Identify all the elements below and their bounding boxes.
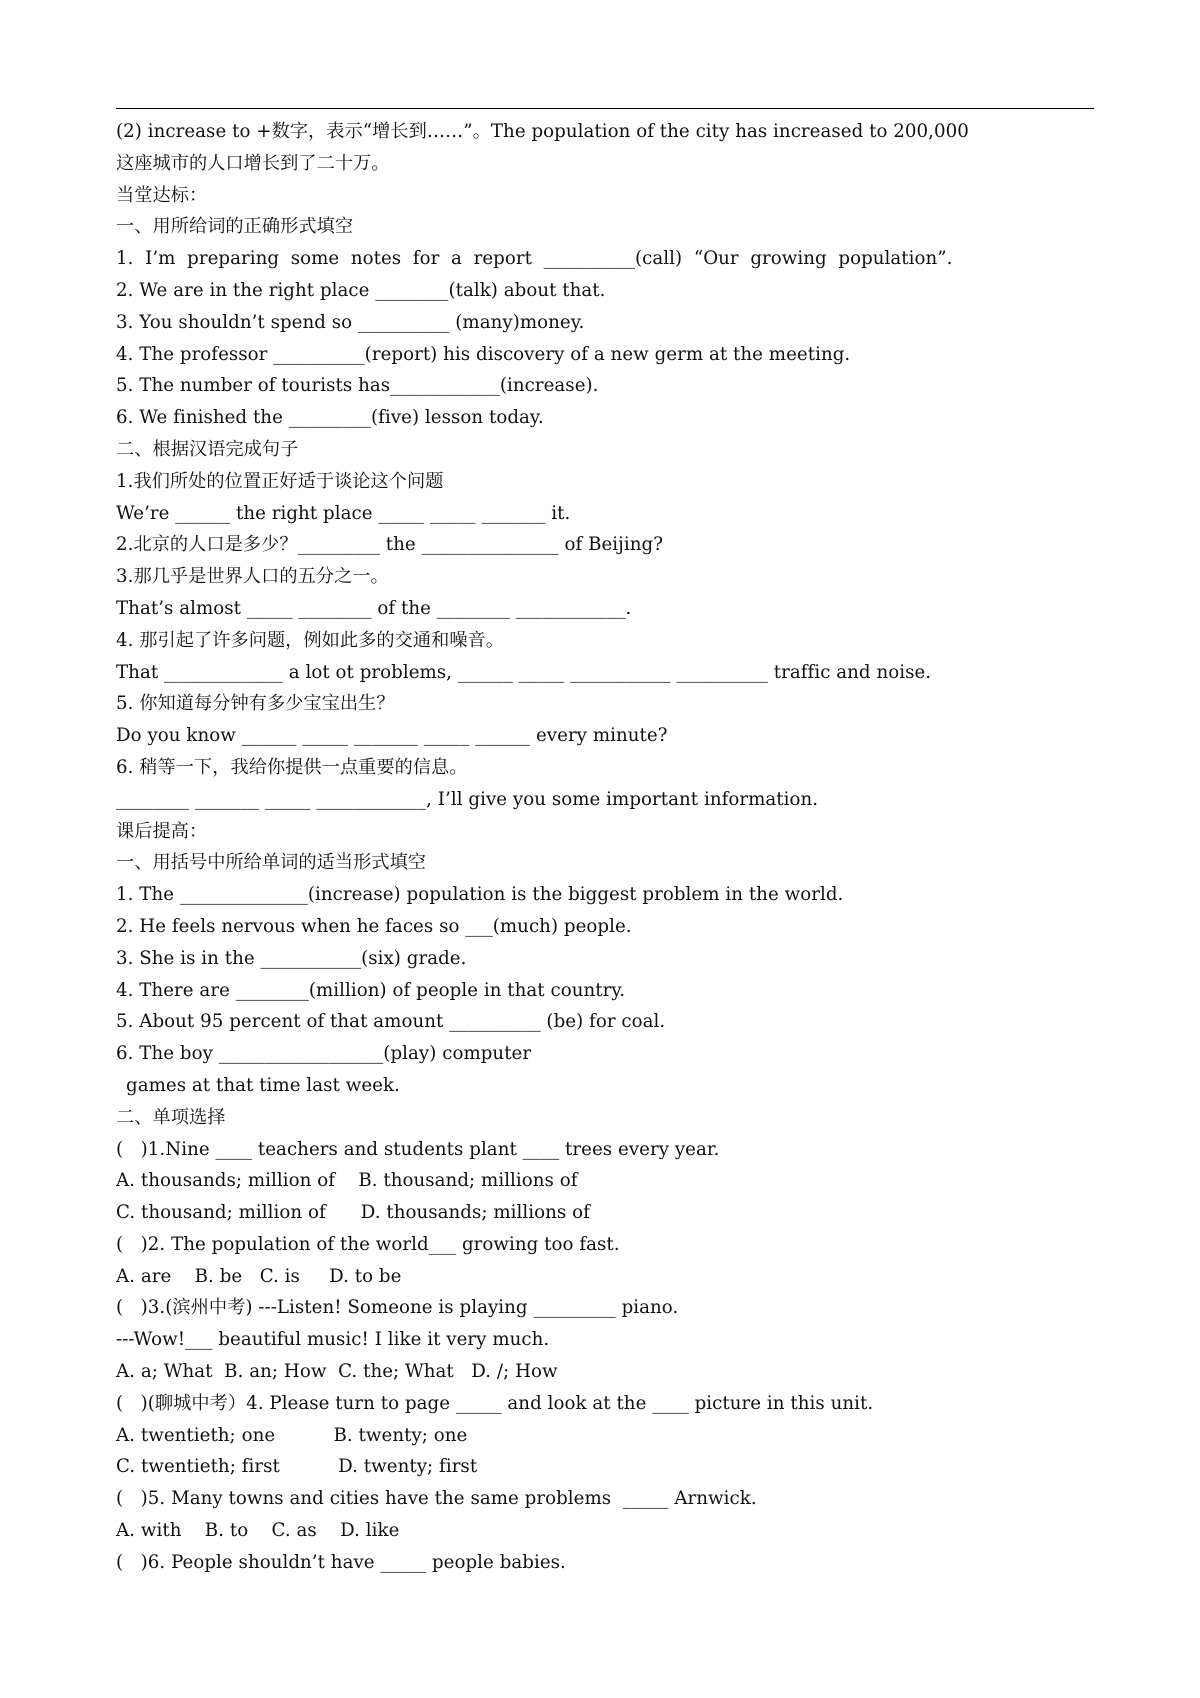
section-heading: 二、单项选择 — [116, 1106, 226, 1128]
question-line: ( )1.Nine ____ teachers and students plant ____ trees every year. — [116, 1138, 720, 1160]
section-heading: 一、用括号中所给单词的适当形式填空 — [116, 852, 427, 874]
question-line: ---Wow!___ beautiful music! I like it very much. — [116, 1329, 550, 1351]
exercise-line: 4. 那引起了许多问题，例如此多的交通和噪音。 — [116, 629, 505, 651]
exercise-line: 2. We are in the right place ________(talk) about that. — [116, 279, 606, 301]
exercise-line: 1. The ______________(increase) population is the biggest problem in the world. — [116, 884, 844, 906]
exercise-line: 1. I’m preparing some notes for a report __________(call) “Our growing population”. — [116, 248, 953, 270]
option-line: A. with B. to C. as D. like — [116, 1520, 400, 1542]
exercise-line: 5. About 95 percent of that amount __________ (be) for coal. — [116, 1011, 666, 1033]
option-line: A. thousands; million of B. thousand; millions of — [116, 1170, 578, 1192]
document-body — [116, 116, 1106, 1579]
exercise-line: 4. There are ________(million) of people in that country. — [116, 979, 626, 1001]
note-line: (2) increase to +数字，表示“增长到……”。The population of the city has increased to 200,000 — [116, 121, 969, 142]
question-line: ( )6. People shouldn’t have _____ people babies. — [116, 1551, 566, 1573]
section-heading: 课后提高： — [116, 820, 208, 842]
section-heading: 二、根据汉语完成句子 — [116, 438, 299, 460]
section-heading: 当堂达标： — [116, 184, 208, 206]
exercise-line: 6. 稍等一下，我给你提供一点重要的信息。 — [116, 756, 468, 778]
option-line: A. twentieth; one B. twenty; one — [116, 1424, 468, 1446]
exercise-line: ________ _______ _____ ____________, I’ll give you some important information. — [116, 788, 819, 810]
option-line: A. a; What B. an; How C. the; What D. /; How — [116, 1361, 558, 1383]
exercise-line: 1.我们所处的位置正好适于谈论这个问题 — [116, 470, 444, 492]
header-rule — [116, 108, 1094, 109]
exercise-line: 6. We finished the _________(five) lesson today. — [116, 407, 544, 429]
option-line: A. are B. be C. is D. to be — [116, 1265, 402, 1287]
exercise-line: games at that time last week. — [126, 1074, 400, 1096]
exercise-line: 3.那几乎是世界人口的五分之一。 — [116, 566, 389, 588]
exercise-line: Do you know ______ _____ _______ _____ ______ every minute? — [116, 725, 668, 747]
exercise-line: We’re ______ the right place _____ _____ _______ it. — [116, 502, 571, 524]
exercise-line: 6. The boy __________________(play) computer — [116, 1043, 532, 1065]
question-line: ( )2. The population of the world___ growing too fast. — [116, 1233, 620, 1255]
question-line: ( )5. Many towns and cities have the same problems _____ Arnwick. — [116, 1488, 757, 1510]
exercise-line: 3. She is in the ___________(six) grade. — [116, 947, 467, 969]
question-line: ( )(聊城中考）4. Please turn to page _____ and look at the ____ picture in this unit. — [116, 1392, 874, 1414]
exercise-line: 2.北京的人口是多少？_________ the _______________ of Beijing? — [116, 534, 663, 556]
exercise-line: That _____________ a lot ot problems, ______ _____ ___________ __________ traffic and noise. — [116, 661, 932, 683]
section-heading: 一、用所给词的正确形式填空 — [116, 216, 354, 238]
note-line: 这座城市的人口增长到了二十万。 — [116, 152, 390, 174]
exercise-line: That’s almost _____ ________ of the ________ ____________. — [116, 597, 632, 619]
exercise-line: 3. You shouldn’t spend so __________ (many)money. — [116, 311, 585, 333]
exercise-line: 2. He feels nervous when he faces so ___(much) people. — [116, 915, 632, 937]
exercise-line: 5. 你知道每分钟有多少宝宝出生？ — [116, 693, 395, 715]
option-line: C. twentieth; first D. twenty; first — [116, 1456, 478, 1478]
exercise-line: 5. The number of tourists has____________(increase). — [116, 375, 599, 397]
option-line: C. thousand; million of D. thousands; millions of — [116, 1202, 590, 1224]
question-line: ( )3.(滨州中考) ---Listen! Someone is playing _________ piano. — [116, 1297, 679, 1319]
exercise-line: 4. The professor __________(report) his discovery of a new germ at the meeting. — [116, 343, 851, 365]
